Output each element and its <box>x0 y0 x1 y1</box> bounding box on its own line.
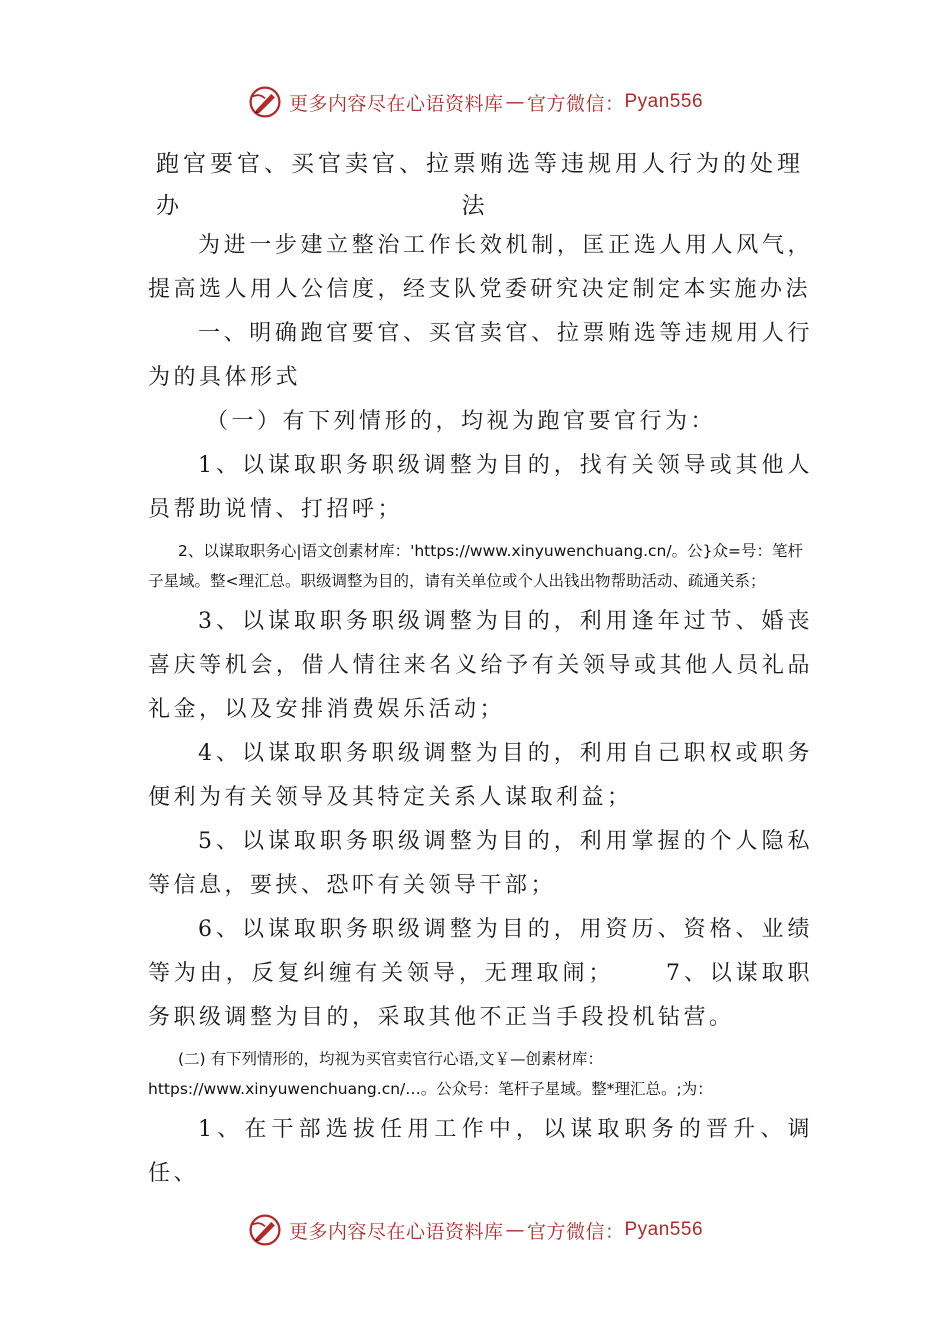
list-item-4: 4、以谋取职务职级调整为目的，利用自己职权或职务便利为有关领导及其特定关系人谋取利益； <box>148 741 813 810</box>
document-title-line1: 跑官要官、买官卖官、拉票贿选等违规用人行为的处理办 <box>156 151 804 219</box>
banner-text: 更多内容尽在心语资料库 <box>288 1220 504 1243</box>
banner-separator: — <box>505 91 525 113</box>
subsection-heading-1: （一）有下列情形的，均视为跑官要官行为： <box>206 409 717 434</box>
list-item-6-7: 6、以谋取职务职级调整为目的，用资历、资格、业绩等为由，反复纠缠有关领导，无理取闹； 7、以谋取职务职级调整为目的，采取其他不正当手段投机钻营。 <box>148 917 813 1030</box>
banner-label: 官方微信： <box>526 92 625 115</box>
list-item-5: 5、以谋取职务职级调整为目的，利用掌握的个人隐私等信息，要挟、恐吓有关领导干部； <box>148 829 813 898</box>
section-heading-1: 一、明确跑官要官、买官卖官、拉票贿选等违规用人行为的具体形式 <box>148 321 813 390</box>
pen-logo-icon <box>247 84 283 120</box>
header-banner <box>0 82 950 122</box>
banner-separator: — <box>505 1219 525 1241</box>
list-item-3: 3、以谋取职务职级调整为目的，利用逢年过节、婚丧喜庆等机会，借人情往来名义给予有关领导或其他人员礼品礼金，以及安排消费娱乐活动； <box>148 609 813 722</box>
document-title-line2: 法 <box>461 193 489 219</box>
pen-logo-icon <box>247 1212 283 1248</box>
banner-wechat-id: Pyan556 <box>624 1219 704 1240</box>
subsection-heading-2-small: (二) 有下列情形的，均视为买官卖官行心语,文￥—创素材库：https://www.xinyuwenchuang.cn/…。公众号：笔杆子星域。整*理汇总。;为： <box>148 1050 713 1098</box>
document-body <box>148 224 813 1196</box>
list-item-1: 1、以谋取职务职级调整为目的，找有关领导或其他人员帮助说情、打招呼； <box>148 453 813 522</box>
banner-label: 官方微信： <box>526 1220 625 1243</box>
list-item-2-1: 1、在干部选拔任用工作中，以谋取职务的晋升、调任、 <box>148 1117 813 1186</box>
intro-paragraph: 为进一步建立整治工作长效机制，匡正选人用人风气，提高选人用人公信度，经支队党委研究决定制定本实施办法 <box>148 233 813 302</box>
banner-wechat-id: Pyan556 <box>624 91 704 112</box>
footer-banner <box>0 1210 950 1250</box>
list-item-2-small: 2、以谋取职务心|语文创素材库：'https://www.xinyuwenchuang.cn/。公}众=号：笔杆子星域。整<理汇总。职级调整为目的，请有关单位或个人出钱出物帮助活动、疏通关系； <box>148 542 803 590</box>
banner-text: 更多内容尽在心语资料库 <box>288 92 504 115</box>
